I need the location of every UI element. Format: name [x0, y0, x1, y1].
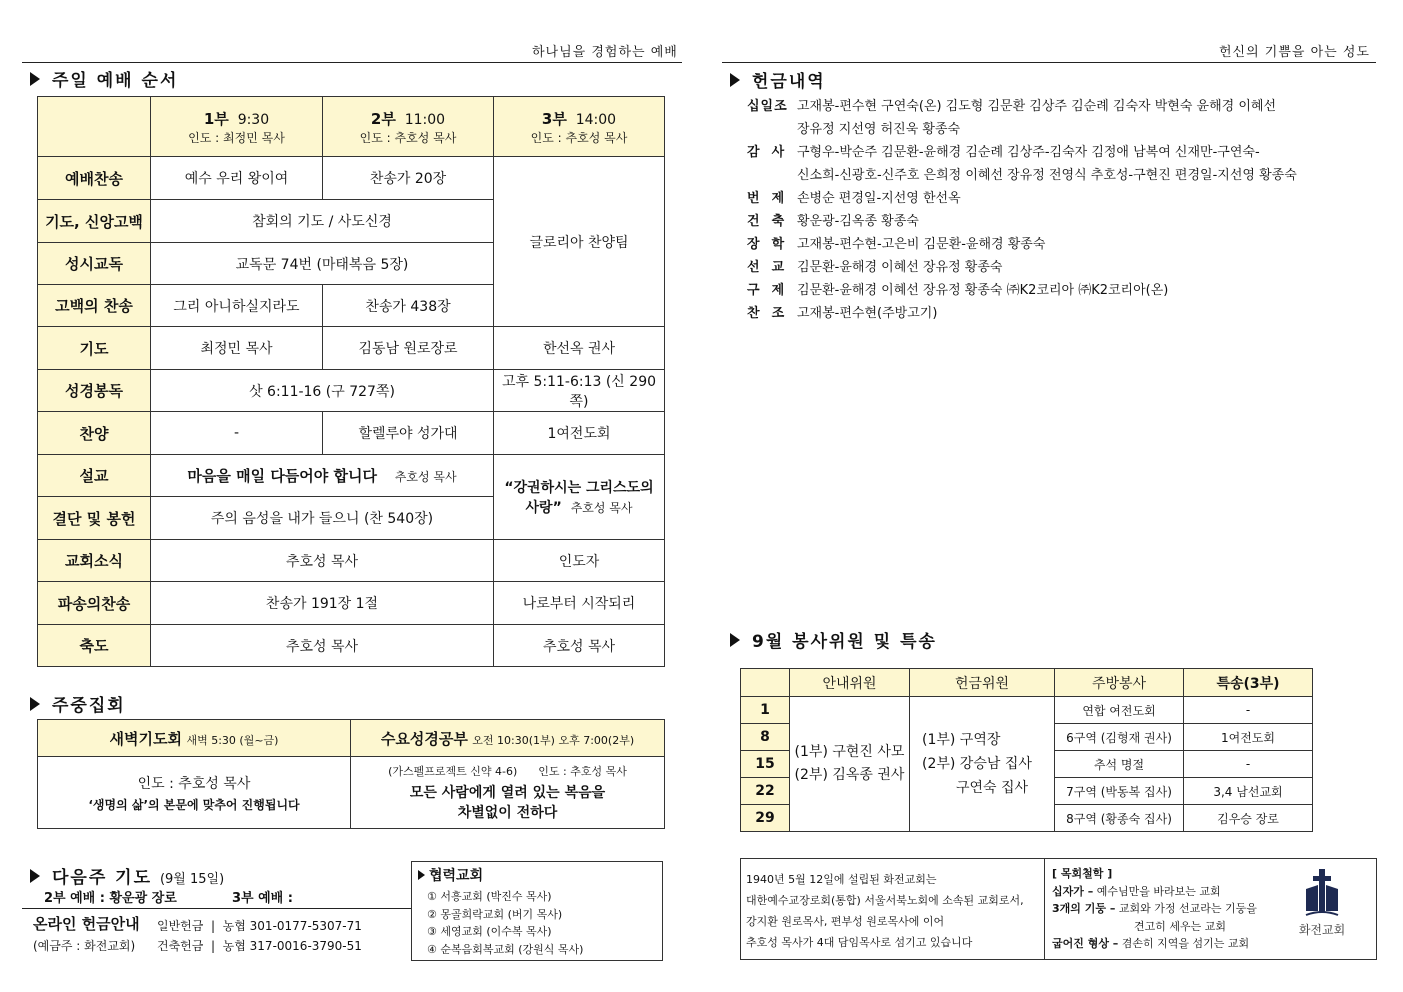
corner-cell [38, 97, 151, 157]
offering-row-thanks: 감 사 구형우-박순주 김문환-윤해경 김순례 김상주-김숙자 김정애 남복여 신재만-구연숙- [747, 145, 1260, 160]
cell: 추호성 목사 [151, 625, 494, 667]
triangle-bullet-icon [30, 72, 40, 86]
triangle-bullet-icon [30, 697, 40, 711]
next-prayer-title: 다음주 기도 (9월 15일) [30, 863, 224, 888]
cell: 최정민 목사 [151, 327, 323, 370]
next-prayer-2bu: 2부 예배 : 황운광 장로 [44, 891, 177, 906]
church-philosophy: [ 목회철학 ] 십자가 – 예수님만을 바라보는 교회 3개의 기둥 – 교회와 가정 선교라는 기둥을 견고히 세우는 교회 굽어진 형상 – 겸손히 지역을 섬기는 교회 [1052, 867, 1257, 950]
weekday-section-title: 주중집회 [30, 691, 126, 716]
dawn-header: 새벽기도회 새벽 5:30 (월~금) [38, 720, 351, 757]
dawn-body: 인도 : 추호성 목사 ‘생명의 삶’의 본문에 맞추어 진행됩니다 [38, 757, 351, 829]
service-1-header: 1부 9:30 인도 : 최정민 목사 [151, 97, 323, 157]
row-label: 파송의찬송 [38, 582, 151, 625]
church-history: 1940년 5월 12일에 설립된 화전교회는 대한예수교장로회(통합) 서울서북노회에 소속된 교회로서, 강지환 원로목사, 편부성 원로목사에 이어 추호성 목사가 4대 담임목사로 섬기고 있습니다 [746, 873, 1024, 949]
next-prayer-3bu: 3부 예배 : [232, 891, 293, 906]
church-logo: 화전교회 [1287, 869, 1357, 938]
cell: 삿 6:11-16 (구 727쪽) [151, 370, 494, 412]
kitchen-cell: 8구역 (황종숙 집사) [1055, 805, 1184, 832]
row-label: 성경봉독 [38, 370, 151, 412]
offering-row-scholarship: 장 학 고재봉-편수현-고은비 김문환-윤해경 황종숙 [747, 237, 1046, 252]
left-header-rule [22, 62, 682, 63]
church-info-box [740, 858, 1377, 960]
online-offering-general: 일반헌금 | 농협 301-0177-5307-71 [157, 919, 362, 933]
offering-row-tithe: 십일조 고재봉-편수현 구연숙(온) 김도형 김문환 김상주 김순례 김숙자 박현숙 윤해경 이혜선 [747, 99, 1276, 114]
church-logo-icon [1302, 869, 1342, 917]
triangle-bullet-icon [730, 73, 740, 87]
cell: 예수 우리 왕이여 [151, 157, 323, 200]
wednesday-body: (가스펠프로젝트 신약 4-6) 인도 : 추호성 목사 모든 사람에게 열려 있는 복음을 차별없이 전하다 [351, 757, 665, 829]
partner-item: ① 서흥교회 (박진수 목사) [427, 890, 552, 903]
wednesday-header: 수요성경공부 오전 10:30(1부) 오후 7:00(2부) [351, 720, 665, 757]
date-cell: 15 [741, 751, 790, 778]
special-cell: 3,4 남선교회 [1184, 778, 1313, 805]
offering-row-burnt: 번 제 손병순 편경일-지선영 한선옥 [747, 191, 961, 206]
cell: 참회의 기도 / 사도신경 [151, 200, 494, 243]
cell: 교독문 74번 (마태복음 5장) [151, 243, 494, 285]
row-label: 성시교독 [38, 243, 151, 285]
worship-section-title: 주일 예배 순서 [30, 66, 178, 91]
online-offering-holder: (예금주 : 화전교회) [33, 939, 136, 953]
col-header: 주방봉사 [1055, 669, 1184, 697]
special-cell: - [1184, 751, 1313, 778]
cell: 그리 아니하실지라도 [151, 285, 323, 327]
cell: 찬송가 438장 [323, 285, 494, 327]
sermon-3-cell: “강권하시는 그리스도의 사랑” 추호성 목사 [494, 455, 665, 540]
cell: 찬송가 191장 1절 [151, 582, 494, 625]
kitchen-cell: 7구역 (박동복 집사) [1055, 778, 1184, 805]
cell: 나로부터 시작되리 [494, 582, 665, 625]
offering-row-relief: 구 제 김문환-윤해경 이혜선 장유정 황종숙 ㈜K2코리아 ㈜K2코리아(온) [747, 283, 1169, 298]
cell: 할렐루야 성가대 [323, 412, 494, 455]
row-label: 고백의 찬송 [38, 285, 151, 327]
partner-churches-box [411, 861, 663, 961]
cell: - [151, 412, 323, 455]
special-cell: 김우승 장로 [1184, 805, 1313, 832]
right-header-rule [722, 62, 1376, 63]
triangle-bullet-icon [730, 633, 740, 647]
service-3-header: 3부 14:00 인도 : 추호성 목사 [494, 97, 665, 157]
offering-row-thanks-cont: 신소희-신광호-신주호 은희정 이혜선 장유정 전영식 추호성-구현진 편경일-지선영 황종숙 [797, 168, 1297, 183]
col-header: 특송(3부) [1184, 669, 1313, 697]
partner-item: ② 몽골희락교회 (버기 목사) [427, 907, 563, 921]
online-offering-building: 건축헌금 | 농협 317-0016-3790-51 [157, 939, 362, 953]
special-cell: 1여전도회 [1184, 724, 1313, 751]
cell: 주의 음성을 내가 들으니 (찬 540장) [151, 497, 494, 540]
divider [1044, 859, 1045, 959]
cell: 추호성 목사 [151, 540, 494, 582]
date-cell: 29 [741, 805, 790, 832]
partner-item: ④ 순복음회복교회 (강원식 목사) [427, 942, 584, 956]
service-2-header: 2부 11:00 인도 : 추호성 목사 [323, 97, 494, 157]
corner-cell [741, 669, 790, 697]
row-label: 교회소식 [38, 540, 151, 582]
offering-row-building: 건 축 황운광-김옥종 황종숙 [747, 214, 919, 229]
row-label: 축도 [38, 625, 151, 667]
volunteers-section-title: 9월 봉사위원 및 특송 [730, 627, 937, 652]
left-page-header: 하나님을 경험하는 예배 [532, 45, 678, 60]
row-label: 기도, 신앙고백 [38, 200, 151, 243]
partner-item: ③ 세영교회 (이수복 목사) [427, 925, 552, 938]
col-header: 헌금위원 [910, 669, 1055, 697]
cell: 1여전도회 [494, 412, 665, 455]
prayer-rule [22, 908, 412, 909]
offering-row-tithe-cont: 장유정 지선영 허진욱 황종숙 [797, 122, 961, 137]
offering-committee-cell: (1부) 구역장 (2부) 강승남 집사 구연숙 집사 [910, 697, 1055, 832]
guide-cell: (1부) 구현진 사모 (2부) 김옥종 권사 [790, 697, 910, 832]
offering-row-mission: 선 교 김문환-윤해경 이혜선 장유정 황종숙 [747, 260, 1003, 275]
kitchen-cell: 추석 명절 [1055, 751, 1184, 778]
date-cell: 1 [741, 697, 790, 724]
cell: 김동남 원로장로 [323, 327, 494, 370]
date-cell: 8 [741, 724, 790, 751]
triangle-bullet-icon [418, 870, 425, 880]
row-label: 결단 및 봉헌 [38, 497, 151, 540]
date-cell: 22 [741, 778, 790, 805]
cell-praise-team: 글로리아 찬양팀 [494, 157, 665, 327]
online-offering-title: 온라인 헌금안내 [33, 915, 140, 933]
kitchen-cell: 6구역 (김형재 권사) [1055, 724, 1184, 751]
col-header: 안내위원 [790, 669, 910, 697]
row-label: 기도 [38, 327, 151, 370]
sermon-cell: 마음을 매일 다듬어야 합니다 추호성 목사 [151, 455, 494, 497]
offerings-section-title: 헌금내역 [730, 67, 826, 92]
triangle-bullet-icon [30, 869, 40, 883]
partner-title: 협력교회 [418, 865, 483, 885]
cell: 고후 5:11-6:13 (신 290쪽) [494, 370, 665, 412]
volunteers-table [740, 668, 1313, 832]
cell: 인도자 [494, 540, 665, 582]
right-page-header: 헌신의 기쁨을 아는 성도 [1219, 45, 1370, 60]
special-cell: - [1184, 697, 1313, 724]
row-label: 찬양 [38, 412, 151, 455]
row-label: 설교 [38, 455, 151, 497]
cell: 추호성 목사 [494, 625, 665, 667]
cell: 한선옥 권사 [494, 327, 665, 370]
cell: 찬송가 20장 [323, 157, 494, 200]
row-label: 예배찬송 [38, 157, 151, 200]
worship-order-table [37, 96, 665, 667]
weekday-table [37, 719, 665, 829]
offering-row-support: 찬 조 고재봉-편수현(주방고기) [747, 306, 938, 321]
kitchen-cell: 연합 여전도회 [1055, 697, 1184, 724]
